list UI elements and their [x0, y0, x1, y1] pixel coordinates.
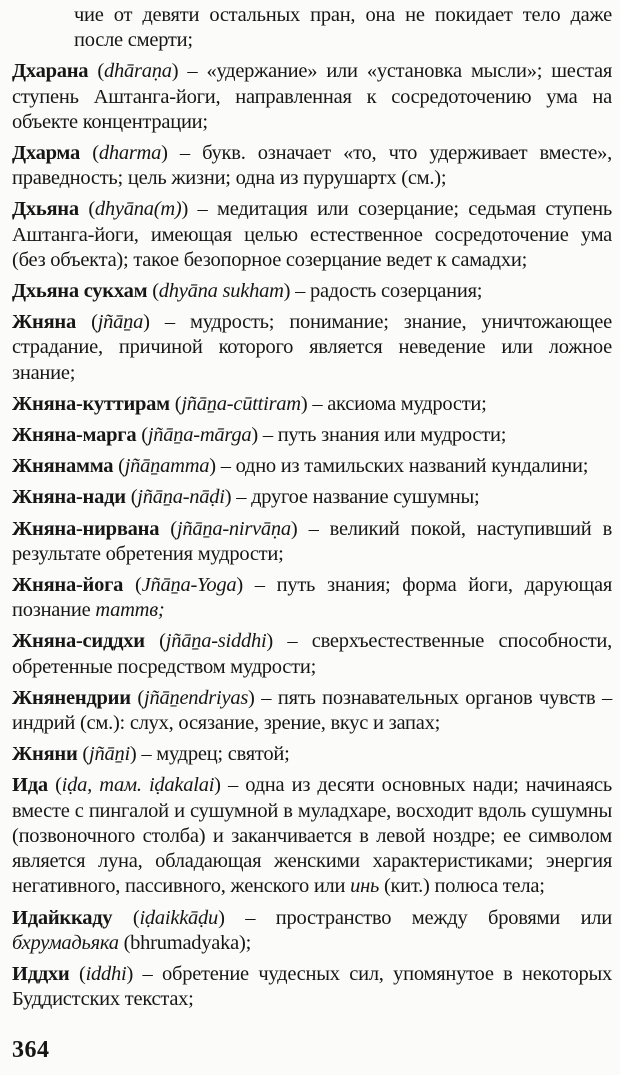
glossary-text: [12, 3, 612, 1018]
glossary-entry: Иддхи (iddhi) – обретение чудесных сил, упомянутое в некоторых Буддистских текстах;: [12, 962, 612, 1011]
entry-term: Жняна-йога: [12, 574, 124, 597]
entry-transliteration: jñāṉamma: [124, 455, 210, 478]
glossary-entry: Жняна (jñāṉa) – мудрость; понимание; знание, уничтожающее страдание, причиной которого является неведение или ложное знание;: [12, 311, 612, 384]
entry-term: Жняна-марга: [12, 424, 137, 447]
glossary-entry: Жняна-марга (jñāṉa-mārga) – путь знания или мудрости;: [12, 424, 507, 447]
entry-definition-tail: (bhrumadyaka);: [118, 931, 252, 954]
entry-transliteration: dharma: [98, 142, 162, 165]
entry-term: Жняна-нади: [12, 486, 126, 509]
glossary-entry: Жнянамма (jñāṉamma) – одно из тамильских названий кундалини;: [12, 455, 589, 478]
entry-term: Дхарма: [12, 142, 80, 165]
entry-transliteration: dhyāna sukham: [158, 280, 284, 303]
entry-definition: – мудрость; понимание; знание, уничтожающее страдание, причиной которого является неведение или ложное знание;: [12, 311, 612, 384]
entry-transliteration: jñāṉa: [97, 311, 144, 334]
glossary-entry: Жняна-нирвана (jñāṉa-nirvāṇa) – великий покой, наступивший в результате обретения мудрости;: [12, 517, 612, 565]
entry-definition: – путь знания; форма йоги, дарующая познание: [12, 574, 613, 622]
entry-transliteration: jñāṉa-cūttiram: [181, 392, 301, 415]
entry-transliteration: Jñāṉa-Yoga: [141, 574, 237, 597]
entry-definition: – медитация или созерцание; седьмая ступень Аштанга-йоги, имеющая целью естественное сосредоточение ума (без объекта); такое безопорное созерцание ведет к самадхи;: [12, 198, 612, 271]
glossary-entry: Ида (iḍa, там. iḍakalai) – одна из десяти основных нади; начинаясь вместе с пингалой и сушумной в муладхаре, восходит вдоль сушумны (позвоночного столба) и заканчивается в левой ноздре; ее символом является луна, обладающая женскими характеристиками; энергия негативного, пассивного, женского или инь (кит.) полюса тела;: [12, 774, 613, 898]
entry-definition: – сверхъестественные способности, обретенные посредством мудрости;: [12, 630, 612, 678]
entry-definition: – обретение чудесных сил, упомянутое в некоторых Буддистских текстах;: [12, 962, 612, 1011]
entry-term: Дхарана: [12, 60, 89, 83]
entry-definition: – радость созерцания;: [290, 280, 483, 303]
entry-definition: – аксиома мудрости;: [307, 392, 487, 415]
entry-definition: – «удержание» или «установка мысли»; шестая ступень Аштанга-йоги, направленная к сосредоточению ума на объекте концентрации;: [12, 60, 613, 133]
entry-transliteration: jñāṉa-siddhi: [165, 630, 267, 653]
entry-transliteration: iḍaikkāḍu: [139, 906, 219, 929]
entry-term: Жнянендрии: [12, 686, 131, 709]
entry-transliteration: iddhi: [85, 962, 127, 985]
entry-term: Дхьяна: [12, 198, 79, 221]
glossary-entry: Дхьяна (dhyāna(m)) – медитация или созерцание; седьмая ступень Аштанга-йоги, имеющая целью естественное сосредоточение ума (без объекта); такое безопорное созерцание ведет к самадхи;: [12, 198, 612, 271]
entry-definition: – одна из десяти основных нади; начинаясь вместе с пингалой и сушумной в муладхаре, восходит вдоль сушумны (позвоночного столба) и заканчивается в левой ноздре; ее символом является луна, обладающая женскими характеристиками; энергия негативного, пассивного, женского или: [12, 774, 613, 898]
glossary-entry: Жняна-сиддхи (jñāṉa-siddhi) – сверхъестественные способности, обретенные посредством мудрости;: [12, 630, 612, 678]
continuation-paragraph: [12, 3, 612, 53]
entry-definition: – пространство между бровями или: [224, 906, 612, 929]
entry-definition: – великий покой, наступивший в результате обретения мудрости;: [12, 517, 612, 565]
entry-term: Ида: [12, 774, 48, 797]
entry-definition: – мудрец; святой;: [136, 743, 290, 766]
glossary-entry: Жняна-нади (jñāṉa-nāḍi) – другое название сушумны;: [12, 486, 480, 509]
page-number: 364: [12, 1037, 50, 1063]
glossary-entry: Жняни (jñāṉi) – мудрец; святой;: [12, 743, 290, 766]
entry-term: Жняна-нирвана: [12, 517, 160, 540]
entry-transliteration: jñāṉendriyas: [144, 686, 249, 709]
glossary-entry: Жняна-куттирам (jñāṉa-cūttiram) – аксиома мудрости;: [12, 392, 487, 415]
entry-transliteration: jñāṉi: [89, 743, 130, 766]
continuation-text: чие от девяти остальных пран, она не покидает тело даже после смерти;: [74, 4, 612, 52]
entry-term: Дхьяна сукхам: [12, 280, 148, 303]
entry-transliteration: jñāṉa-nirvāṇa: [176, 517, 291, 540]
glossary-entry: Дхьяна сукхам (dhyāna sukham) – радость созерцания;: [12, 280, 483, 303]
entry-definition: – другое название сушумны;: [231, 486, 480, 509]
entry-emphasis: бхрумадьяка: [12, 931, 119, 954]
entry-term: Жнянамма: [12, 455, 114, 478]
entry-definition-tail: (кит.) полюса тела;: [379, 875, 545, 898]
entry-term: Идайккаду: [12, 906, 113, 929]
glossary-entry: Идайккаду (iḍaikkāḍu) – пространство между бровями или бхрумадьяка (bhrumadyaka);: [12, 906, 612, 954]
glossary-entry: Дхарма (dharma) – букв. означает «то, что удерживает вместе», праведность; цель жизни; одна из пурушартх (см.);: [12, 142, 612, 190]
entry-definition: – пять познавательных органов чувств – индрий (см.): слух, осязание, зрение, вкус и запах;: [12, 686, 613, 735]
entry-transliteration: dhyāna(m): [94, 198, 182, 221]
entry-emphasis: таттв;: [95, 599, 165, 622]
entry-emphasis: инь: [350, 875, 380, 898]
glossary-entries: [12, 59, 612, 1012]
entry-term: Иддхи: [12, 962, 70, 985]
entry-definition: – букв. означает «то, что удерживает вместе», праведность; цель жизни; одна из пурушартх (см.);: [12, 142, 612, 190]
entry-term: Жняни: [12, 743, 78, 766]
glossary-entry: Жнянендрии (jñāṉendriyas) – пять познавательных органов чувств – индрий (см.): слух, осязание, зрение, вкус и запах;: [12, 686, 613, 735]
entry-term: Жняна-куттирам: [12, 392, 170, 415]
entry-transliteration: jñāṉa-nāḍi: [137, 486, 225, 509]
entry-transliteration: dhāraṇa: [103, 60, 172, 83]
glossary-entry: Жняна-йога (Jñāṉa-Yoga) – путь знания; форма йоги, дарующая познание таттв;: [12, 574, 613, 622]
entry-transliteration: iḍa, там. iḍakalai: [61, 774, 215, 797]
entry-transliteration: jñāṉa-mārga: [147, 424, 252, 447]
entry-definition: – одно из тамильских названий кундалини;: [215, 455, 589, 478]
glossary-entry: Дхарана (dhāraṇa) – «удержание» или «установка мысли»; шестая ступень Аштанга-йоги, направленная к сосредоточению ума на объекте концентрации;: [12, 60, 613, 133]
entry-term: Жняна-сиддхи: [12, 630, 145, 653]
entry-definition: – путь знания или мудрости;: [257, 424, 507, 447]
entry-term: Жняна: [12, 311, 76, 334]
